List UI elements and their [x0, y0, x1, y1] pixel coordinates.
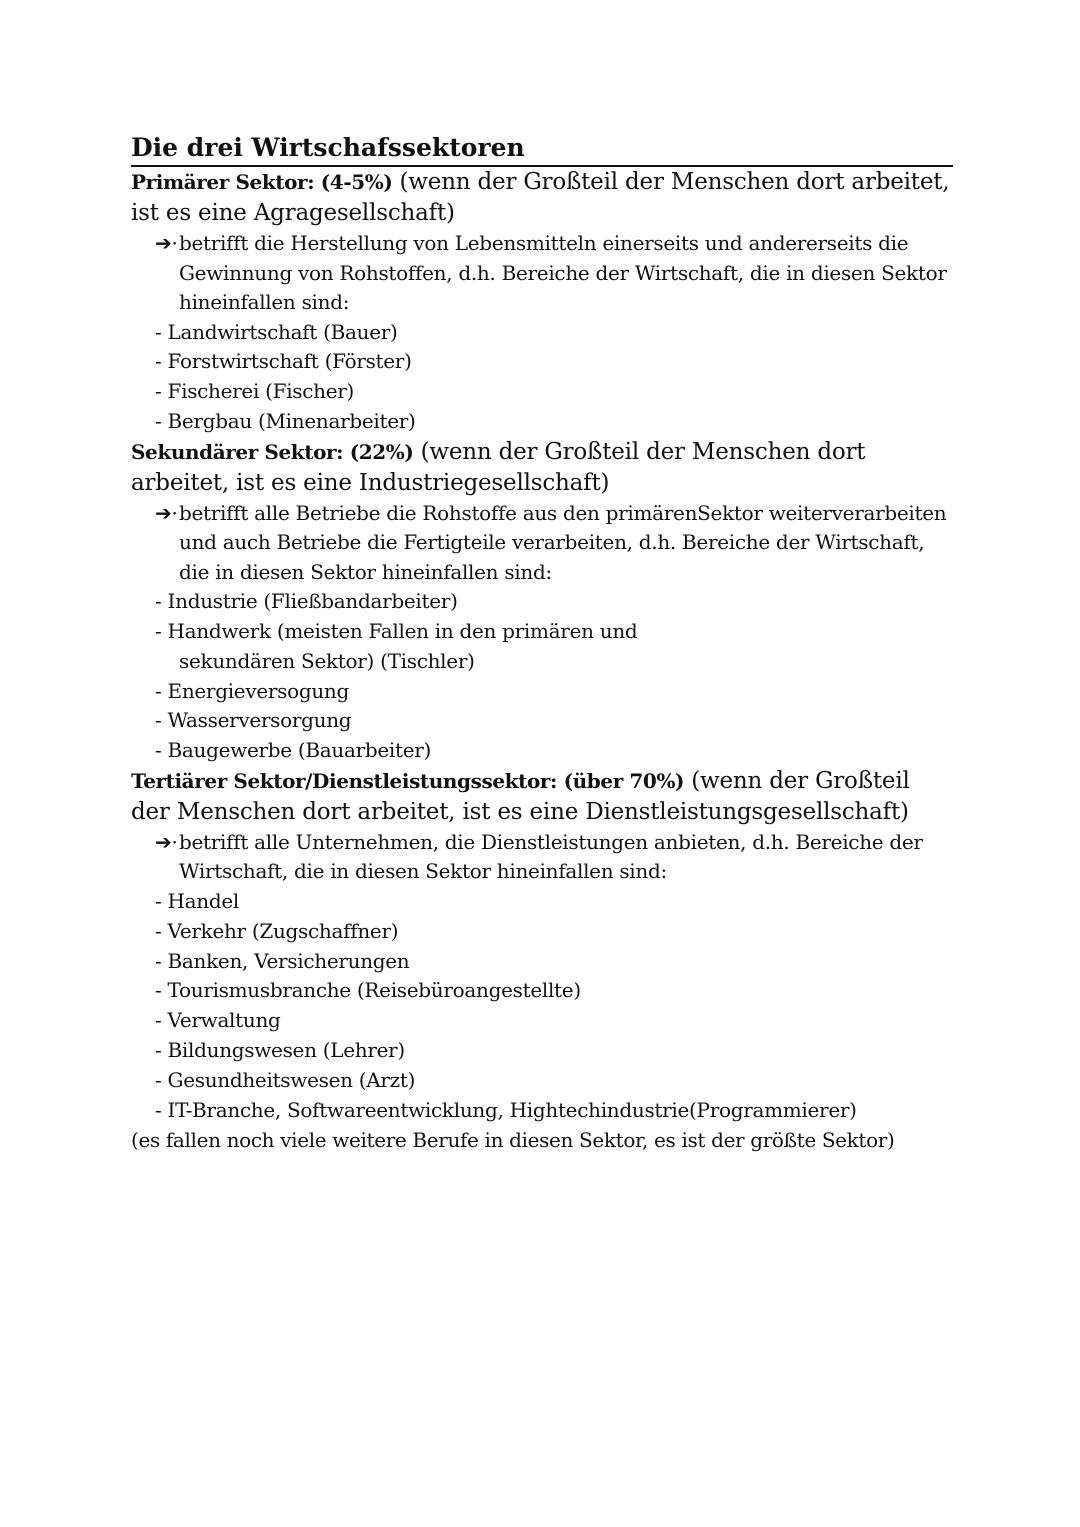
list-item: - Forstwirtschaft (Förster): [155, 349, 412, 374]
list-item: - Landwirtschaft (Bauer): [155, 319, 398, 344]
sector-description: [155, 828, 953, 887]
sector-items: [131, 587, 953, 766]
arrow-icon: ➔·: [155, 231, 178, 255]
sector-note: (wenn der Großteil der Menschen dort arbeitet, ist es eine Industriegesellschaft): [131, 438, 866, 496]
description-text: betrifft alle Unternehmen, die Dienstleistungen anbieten, d.h. Bereiche der Wirtschaft, die in diesen Sektor hineinfallen sind:: [179, 829, 923, 884]
sector-tertiary: [131, 766, 953, 1125]
list-item: - Energieversogung: [155, 678, 349, 703]
list-item: - Baugewerbe (Bauarbeiter): [155, 738, 432, 763]
sector-items: [131, 887, 953, 1125]
list-item: [155, 647, 953, 677]
list-item: - Verkehr (Zugschaffner): [155, 918, 399, 943]
list-item-continuation: sekundären Sektor) (Tischler): [179, 648, 475, 673]
list-item: - Fischerei (Fischer): [155, 379, 355, 404]
sector-heading: [131, 167, 953, 229]
sector-label: Tertiärer Sektor/Dienstleistungssektor: (über 70%): [131, 768, 685, 793]
sector-note: (wenn der Großteil der Menschen dort arbeitet, ist es eine Dienstleistungsgesellschaft): [131, 767, 910, 825]
list-item: - Handel: [155, 888, 239, 913]
sector-items: [131, 318, 953, 437]
sector-label: Primärer Sektor: (4-5%): [131, 170, 393, 194]
sector-description: [155, 229, 953, 318]
list-item: - Bildungswesen (Lehrer): [155, 1037, 405, 1062]
sector-secondary: [131, 437, 953, 766]
footer-note: (es fallen noch viele weitere Berufe in diesen Sektor, es ist der größte Sektor): [131, 1128, 895, 1153]
list-item: - Industrie (Fließbandarbeiter): [155, 589, 458, 614]
sector-label: Sekundärer Sektor: (22%): [131, 439, 414, 464]
sector-heading: [131, 766, 953, 828]
list-item: - Banken, Versicherungen: [155, 948, 410, 973]
list-item: - Wasserversorgung: [155, 708, 352, 733]
sector-primary: [131, 167, 953, 437]
description-text: betrifft alle Betriebe die Rohstoffe aus den primärenSektor weiterverarbeiten und auch Betriebe die Fertigteile verarbeiten, d.h. Bereiche der Wirtschaft, die in diesen Sektor hineinfallen sind:: [179, 500, 947, 584]
description-text: betrifft die Herstellung von Lebensmitteln einerseits und andererseits die Gewinnung von Rohstoffen, d.h. Bereiche der Wirtschaft, die in diesen Sektor hineinfallen sind:: [179, 231, 947, 314]
list-item: - Handwerk (meisten Fallen in den primären und: [155, 618, 638, 643]
list-item: - Bergbau (Minenarbeiter): [155, 408, 416, 433]
arrow-icon: ➔·: [155, 500, 178, 525]
sector-description: [155, 499, 953, 588]
document-title: Die drei Wirtschafssektoren: [131, 131, 953, 167]
document-page: [131, 131, 953, 1155]
sector-heading: [131, 437, 953, 499]
list-item: - Verwaltung: [155, 1008, 281, 1033]
list-item: - Gesundheitswesen (Arzt): [155, 1067, 416, 1092]
sector-note: (wenn der Großteil der Menschen dort arbeitet, ist es eine Agragesellschaft): [131, 169, 950, 226]
list-item: - IT-Branche, Softwareentwicklung, Hightechindustrie(Programmierer): [155, 1097, 857, 1122]
arrow-icon: ➔·: [155, 829, 178, 854]
list-item: - Tourismusbranche (Reisebüroangestellte): [155, 978, 581, 1003]
